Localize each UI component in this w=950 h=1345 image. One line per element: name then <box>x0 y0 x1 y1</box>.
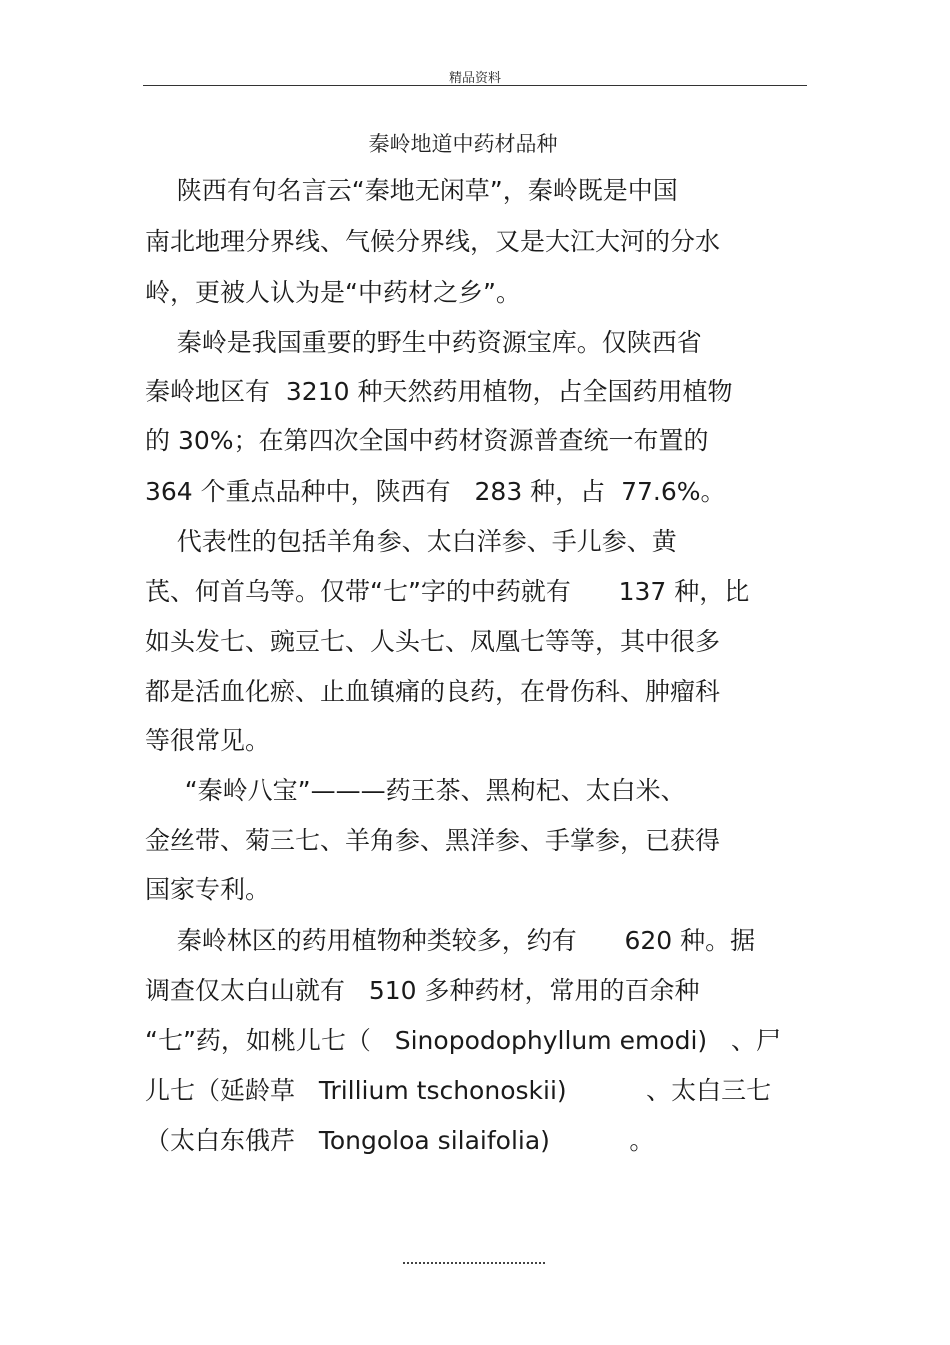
body-line: 金丝带、菊三七、羊角参、黑洋参、手掌参，已获得 <box>145 826 721 855</box>
body-line: 南北地理分界线、气候分界线，又是大江大河的分水 <box>145 227 721 256</box>
body-line: 芪、何首乌等。仅带“七”字的中药就有 137 种，比 <box>145 577 750 606</box>
body-line: 代表性的包括羊角参、太白洋参、手儿参、黄 <box>145 527 677 556</box>
body-line: “秦岭八宝”———药王茶、黑枸杞、太白米、 <box>145 776 686 805</box>
body-line: 岭，更被人认为是“中药材之乡”。 <box>145 278 521 307</box>
body-line: 的 30%；在第四次全国中药材资源普查统一布置的 <box>145 426 709 455</box>
body-line: 等很常见。 <box>145 726 271 755</box>
body-line: 秦岭是我国重要的野生中药资源宝库。仅陕西省 <box>145 328 702 357</box>
header-label: 精品资料 <box>448 71 501 86</box>
body-line: 儿七（延龄草 Trillium tschonoskii) 、太白三七 <box>145 1076 772 1105</box>
body-line: 都是活血化瘀、止血镇痛的良药，在骨伤科、肿瘤科 <box>145 677 721 706</box>
body-line: 364 个重点品种中，陕西有 283 种，占 77.6%。 <box>145 477 726 506</box>
body-line: 陕西有句名言云“秦地无闲草”，秦岭既是中国 <box>145 176 678 205</box>
footer-dotted-rule <box>403 1262 545 1264</box>
body-line: “七”药，如桃儿七（ Sinopodophyllum emodi) 、尸 <box>145 1026 782 1055</box>
body-line: 国家专利。 <box>145 875 271 904</box>
document-title: 秦岭地道中药材品种 <box>368 132 558 156</box>
body-line: 秦岭林区的药用植物种类较多，约有 620 种。据 <box>145 926 756 955</box>
body-line: 秦岭地区有 3210 种天然药用植物，占全国药用植物 <box>145 377 733 406</box>
header-rule <box>143 85 807 86</box>
body-line: （太白东俄芹 Tongoloa silaifolia) 。 <box>145 1126 655 1155</box>
body-line: 调查仅太白山就有 510 多种药材，常用的百余种 <box>145 976 700 1005</box>
body-line: 如头发七、豌豆七、人头七、凤凰七等等，其中很多 <box>145 627 721 656</box>
